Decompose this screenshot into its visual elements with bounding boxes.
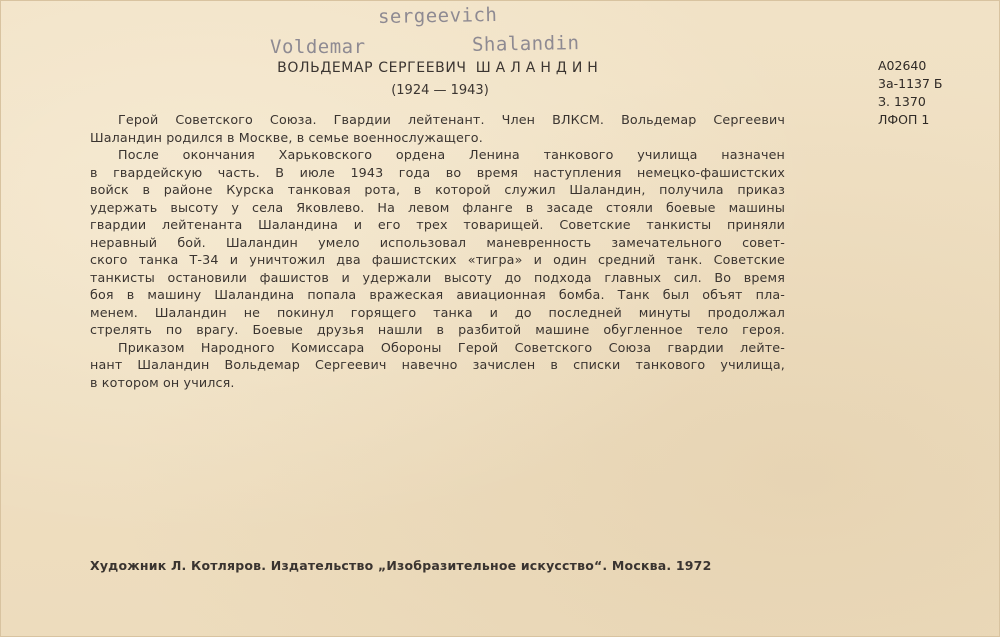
text-line: в котором он учился.: [90, 374, 235, 390]
hero-surname: ШАЛАНДИН: [475, 60, 603, 76]
text-line: танкисты остановили фашистов и удержали высоту до подхода главных сил. Во время: [90, 269, 785, 285]
text-line: ского танка Т-34 и уничтожил два фашистских «тигра» и один средний танк. Советские: [90, 252, 785, 267]
code-line: А02640: [878, 58, 927, 73]
handwritten-first-name: Voldemar: [270, 36, 366, 58]
text-line: в гвардейскую часть. В июле 1943 года во время наступления немецко-фашистских: [90, 164, 785, 180]
biography-text: [90, 111, 785, 391]
handwritten-last-name: Shalandin: [471, 32, 580, 56]
text-line: боя в машину Шаландина попала вражеская авиационная бомба. Танк был объят пла-: [90, 287, 785, 302]
hero-given-names: ВОЛЬДЕМАР СЕРГЕЕВИЧ: [277, 60, 467, 76]
text-line: удержать высоту у села Яковлево. На левом фланге в засаде стояли боевые машины: [90, 199, 785, 215]
code-line: 3а-1137 Б: [878, 76, 943, 91]
text-line: Шаландин родился в Москве, в семье военнослужащего.: [90, 129, 483, 145]
text-line: Приказом Народного Комиссара Обороны Герой Советского Союза гвардии лейте-: [118, 339, 785, 355]
code-line: З. 1370: [878, 94, 926, 109]
text-line: нант Шаландин Вольдемар Сергеевич навечно зачислен в списки танкового училища,: [90, 357, 785, 372]
text-line: После окончания Харьковского ордена Ленина танкового училища назначен: [118, 147, 785, 162]
publisher-credit: Художник Л. Котляров. Издательство „Изобразительное искусство“. Москва. 1972: [90, 558, 712, 573]
publisher-codes: [878, 57, 942, 129]
text-line: стрелять по врагу. Боевые друзья нашли в разбитой машине обугленное тело героя.: [90, 322, 785, 337]
hero-name-heading: [240, 60, 640, 76]
handwritten-middle-name: sergeevich: [377, 3, 498, 29]
text-line: менем. Шаландин не покинул горящего танка и до последней минуты продолжал: [90, 304, 785, 320]
text-line: неравный бой. Шаландин умело использовал маневренность замечательного совет-: [90, 234, 785, 250]
life-dates: (1924 — 1943): [391, 83, 489, 98]
code-line: ЛФОП 1: [878, 112, 930, 127]
text-line: гвардии лейтенанта Шаландина и его трех товарищей. Советские танкисты приняли: [90, 217, 785, 232]
text-line: войск в районе Курска танковая рота, в которой служил Шаландин, получила приказ: [90, 182, 785, 197]
text-line: Герой Советского Союза. Гвардии лейтенант. Член ВЛКСМ. Вольдемар Сергеевич: [118, 112, 785, 127]
